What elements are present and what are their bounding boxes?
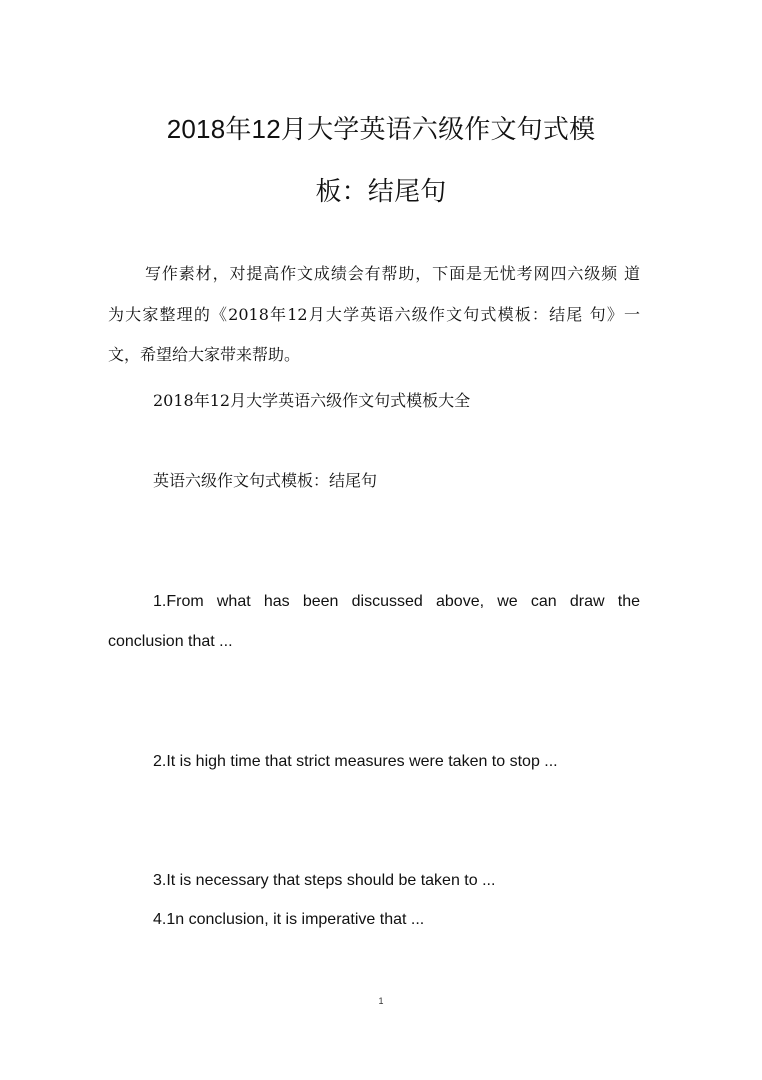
page-number: 1	[378, 996, 384, 1006]
sentence-item-1-line-2: conclusion that ...	[108, 633, 233, 650]
document-title-line-1: 2018年12月大学英语六级作文句式模	[166, 114, 596, 144]
section-heading-templates: 2018年12月大学英语六级作文句式模板大全	[153, 391, 471, 410]
sentence-item-1-line-1: 1.From what has been discussed above, we can draw the	[153, 593, 640, 610]
sentence-item-3: 3.It is necessary that steps should be taken to ...	[153, 872, 496, 889]
sentence-item-4: 4.1n conclusion, it is imperative that ...	[153, 911, 425, 928]
intro-line-2: 为大家整理的《2018年12月大学英语六级作文句式模板：结尾 句》一	[108, 305, 640, 324]
intro-line-3: 文，希望给大家带来帮助。	[108, 345, 301, 364]
sentence-item-2: 2.It is high time that strict measures were taken to stop ...	[153, 753, 558, 770]
section-heading-ending-sentences: 英语六级作文句式模板：结尾句	[153, 471, 378, 490]
document-title-line-2: 板：结尾句	[315, 176, 447, 206]
intro-line-1: 写作素材，对提高作文成绩会有帮助，下面是无忧考网四六级频 道	[145, 264, 640, 283]
